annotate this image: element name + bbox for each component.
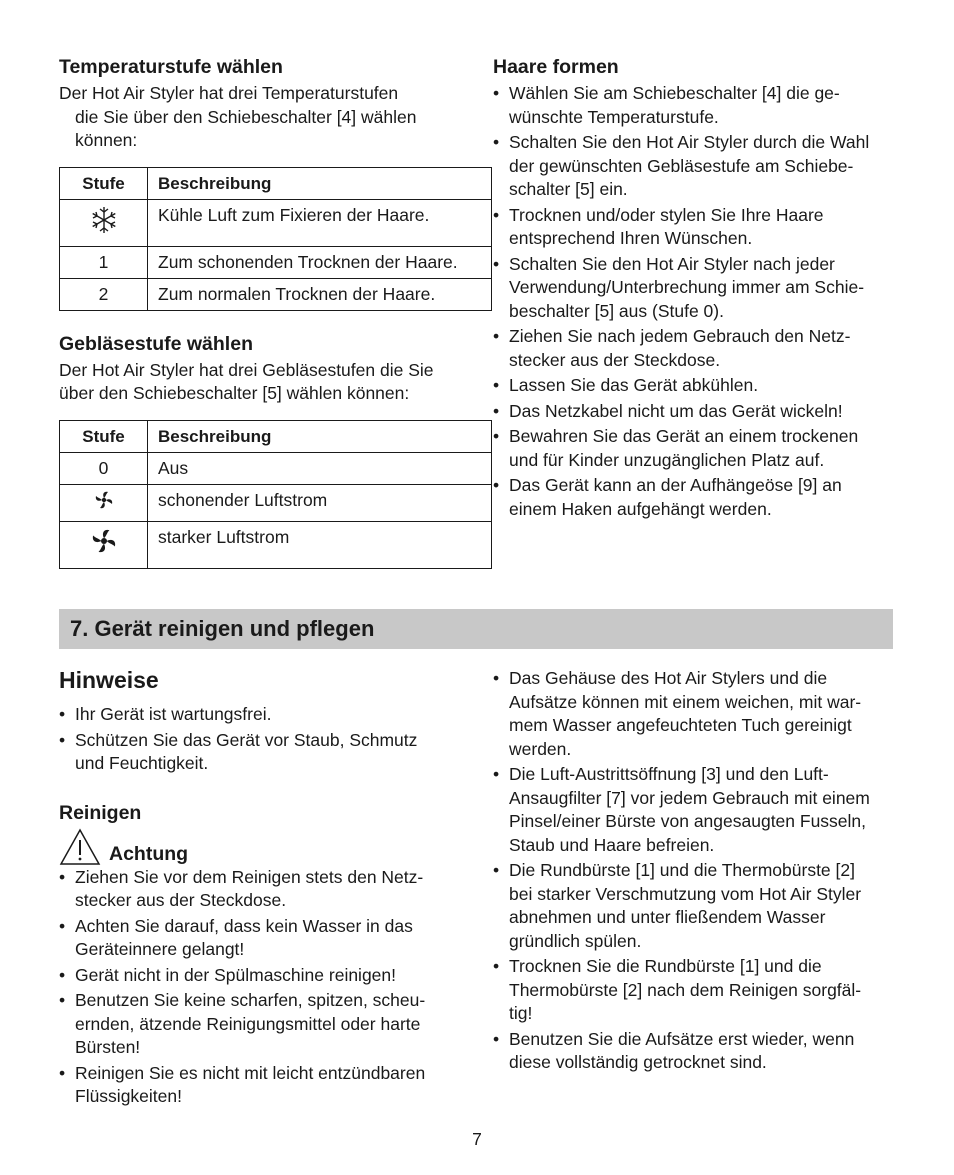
list-item-line: • Benutzen Sie die Aufsätze erst wieder, wenn [509,1028,855,1049]
list-item-line: bei starker Verschmutzung vom Hot Air Styler [509,883,862,904]
col-beschreibung: Beschreibung [148,167,492,199]
list-item-line: • Die Rundbürste [1] und die Thermobürste [2] [509,860,855,880]
list-item-line: • Reinigen Sie es nicht mit leicht entzündbaren [75,1062,426,1083]
list-item [493,763,903,857]
list-item-line: mem Wasser angefeuchteten Tuch gereinigt [509,715,852,735]
list-item [59,915,459,962]
list-item-line: und Feuchtigkeit. [75,753,209,773]
list-item [493,131,903,202]
list-item-line: stecker aus der Steckdose. [75,890,287,910]
list-item-line: • Gerät nicht in der Spülmaschine reinigen! [75,964,397,985]
col-stufe: Stufe [60,167,148,199]
fan-large-icon [89,526,119,556]
stufe-cell [60,199,148,246]
list-item-line: der gewünschten Gebläsestufe am Schiebe- [509,155,854,176]
list-item [493,374,903,398]
table-row [60,278,492,310]
list-item-line: Thermobürste [2] nach dem Reinigen sorgfäl- [509,979,862,1000]
list-item-line: gründlich spülen. [509,930,642,951]
list-item-line: schalter [5] ein. [509,179,628,199]
list-item-line: diese vollständig getrocknet sind. [509,1052,767,1072]
stufe-cell: 0 [60,452,148,484]
achtung-label: Achtung [109,842,189,865]
snowflake-icon [89,204,119,236]
list-item [493,1028,903,1075]
list-item-line: Bürsten! [75,1037,141,1057]
list-item-line: • Das Gerät kann an der Aufhängeöse [9] an [509,475,842,495]
list-item-line: • Ziehen Sie nach jedem Gebrauch den Netz- [509,326,851,346]
desc-cell: Zum schonenden Trocknen der Haare. [148,246,492,278]
warning-triangle-icon [59,828,101,866]
list-item-line: • Achten Sie darauf, dass kein Wasser in das [75,915,413,936]
page-number: 7 [472,1129,482,1149]
list-item [59,989,459,1060]
list-item-line: ernden, ätzende Reinigungsmittel oder harte [75,1013,421,1034]
table-row [60,484,492,521]
list-item [493,204,903,251]
list-item-line: stecker aus der Steckdose. [509,349,721,370]
list-item-line: Staub und Haare befreien. [509,834,715,855]
table-row [60,199,492,246]
desc-cell: Aus [148,452,492,484]
desc-cell: Kühle Luft zum Fixieren der Haare. [148,199,492,246]
fan-intro-2: über den Schiebeschalter [5] wählen können: [59,383,410,403]
temperature-section [59,54,491,569]
list-item-line: beschalter [5] aus (Stufe 0). [509,300,724,321]
temperature-intro-1: Der Hot Air Styler hat drei Temperaturstufen [59,83,399,103]
list-item [493,474,903,521]
reinigen-heading: Reinigen [59,801,142,824]
list-item-line: Flüssigkeiten! [75,1086,182,1106]
list-item-line: Pinsel/einer Bürste von angesaugten Fusseln, [509,811,867,831]
fan-table [59,420,492,569]
cleaning-right [493,667,903,1077]
list-item [493,667,903,761]
list-item-line: • Das Gehäuse des Hot Air Stylers und die [509,668,828,688]
table-row [60,521,492,568]
reinigen-list [59,866,459,1109]
list-item [59,729,459,776]
stufe-cell: 2 [60,278,148,310]
list-item-line: einem Haken aufgehängt werden. [509,498,772,519]
list-item-line: Aufsätze können mit einem weichen, mit war- [509,691,862,712]
list-item [493,955,903,1026]
table-row [60,452,492,484]
list-item-line: • Schalten Sie den Hot Air Styler nach jeder [509,253,835,274]
list-item-line: Geräteinnere gelangt! [75,939,245,959]
list-item-line: • Bewahren Sie das Gerät an einem trockenen [509,426,859,446]
desc-cell: starker Luftstrom [148,521,492,568]
list-item-line: wünschte Temperaturstufe. [509,106,719,127]
pflege-list [493,667,903,1075]
warning-row [59,828,459,866]
list-item-line: • Schalten Sie den Hot Air Styler durch die Wahl [509,132,870,152]
list-item [493,400,903,424]
list-item [493,253,903,324]
desc-cell: Zum normalen Trocknen der Haare. [148,278,492,310]
list-item [493,82,903,129]
section-title-bar [59,609,893,649]
shaping-heading: Haare formen [493,56,619,78]
temperature-table [59,167,492,311]
fan-intro-1: Der Hot Air Styler hat drei Gebläsestufen die Sie [59,359,434,380]
list-item-line: • Das Netzkabel nicht um das Gerät wickeln! [509,400,843,421]
stufe-cell [60,484,148,521]
list-item-line: • Trocknen Sie die Rundbürste [1] und die [509,956,822,976]
list-item-line: • Die Luft-Austrittsöffnung [3] und den Luft- [509,764,829,784]
section-title: 7. Gerät reinigen und pflegen [70,616,375,641]
hinweise-list [59,703,459,776]
list-item-line: werden. [509,738,572,759]
list-item [59,703,459,727]
table-header-row [60,167,492,199]
cleaning-left [59,665,459,1111]
table-row [60,246,492,278]
list-item-line: • Ihr Gerät ist wartungsfrei. [75,704,272,724]
desc-cell: schonender Luftstrom [148,484,492,521]
col-beschreibung: Beschreibung [148,420,492,452]
shaping-list [493,82,903,521]
list-item-line: und für Kinder unzugänglichen Platz auf. [509,449,825,470]
col-stufe: Stufe [60,420,148,452]
list-item-line: Ansaugfilter [7] vor jedem Gebrauch mit einem [509,787,870,808]
list-item-line: • Trocknen und/oder stylen Sie Ihre Haare [509,204,824,225]
list-item-line: tig! [509,1003,533,1023]
list-item [493,425,903,472]
list-item [59,866,459,913]
list-item [493,325,903,372]
temperature-intro-3: können: [75,130,138,150]
list-item [59,1062,459,1109]
temperature-heading: Temperaturstufe wählen [59,56,283,78]
list-item-line: • Benutzen Sie keine scharfen, spitzen, scheu- [75,990,426,1010]
stufe-cell [60,521,148,568]
stufe-cell: 1 [60,246,148,278]
hinweise-heading: Hinweise [59,667,159,693]
list-item-line: • Ziehen Sie vor dem Reinigen stets den Netz- [75,866,424,887]
list-item-line: Verwendung/Unterbrechung immer am Schie- [509,277,865,297]
list-item [493,859,903,953]
list-item-line: • Schützen Sie das Gerät vor Staub, Schmutz [75,729,418,750]
fan-small-icon [93,489,115,511]
fan-heading: Gebläsestufe wählen [59,332,253,355]
table-header-row [60,420,492,452]
list-item-line: • Wählen Sie am Schiebeschalter [4] die ge- [509,83,840,103]
list-item [59,964,459,988]
shaping-section [493,54,903,523]
list-item-line: abnehmen und unter fließendem Wasser [509,907,826,927]
list-item-line: entsprechend Ihren Wünschen. [509,228,753,248]
temperature-intro-2: die Sie über den Schiebeschalter [4] wählen [75,106,417,127]
list-item-line: • Lassen Sie das Gerät abkühlen. [509,375,759,395]
